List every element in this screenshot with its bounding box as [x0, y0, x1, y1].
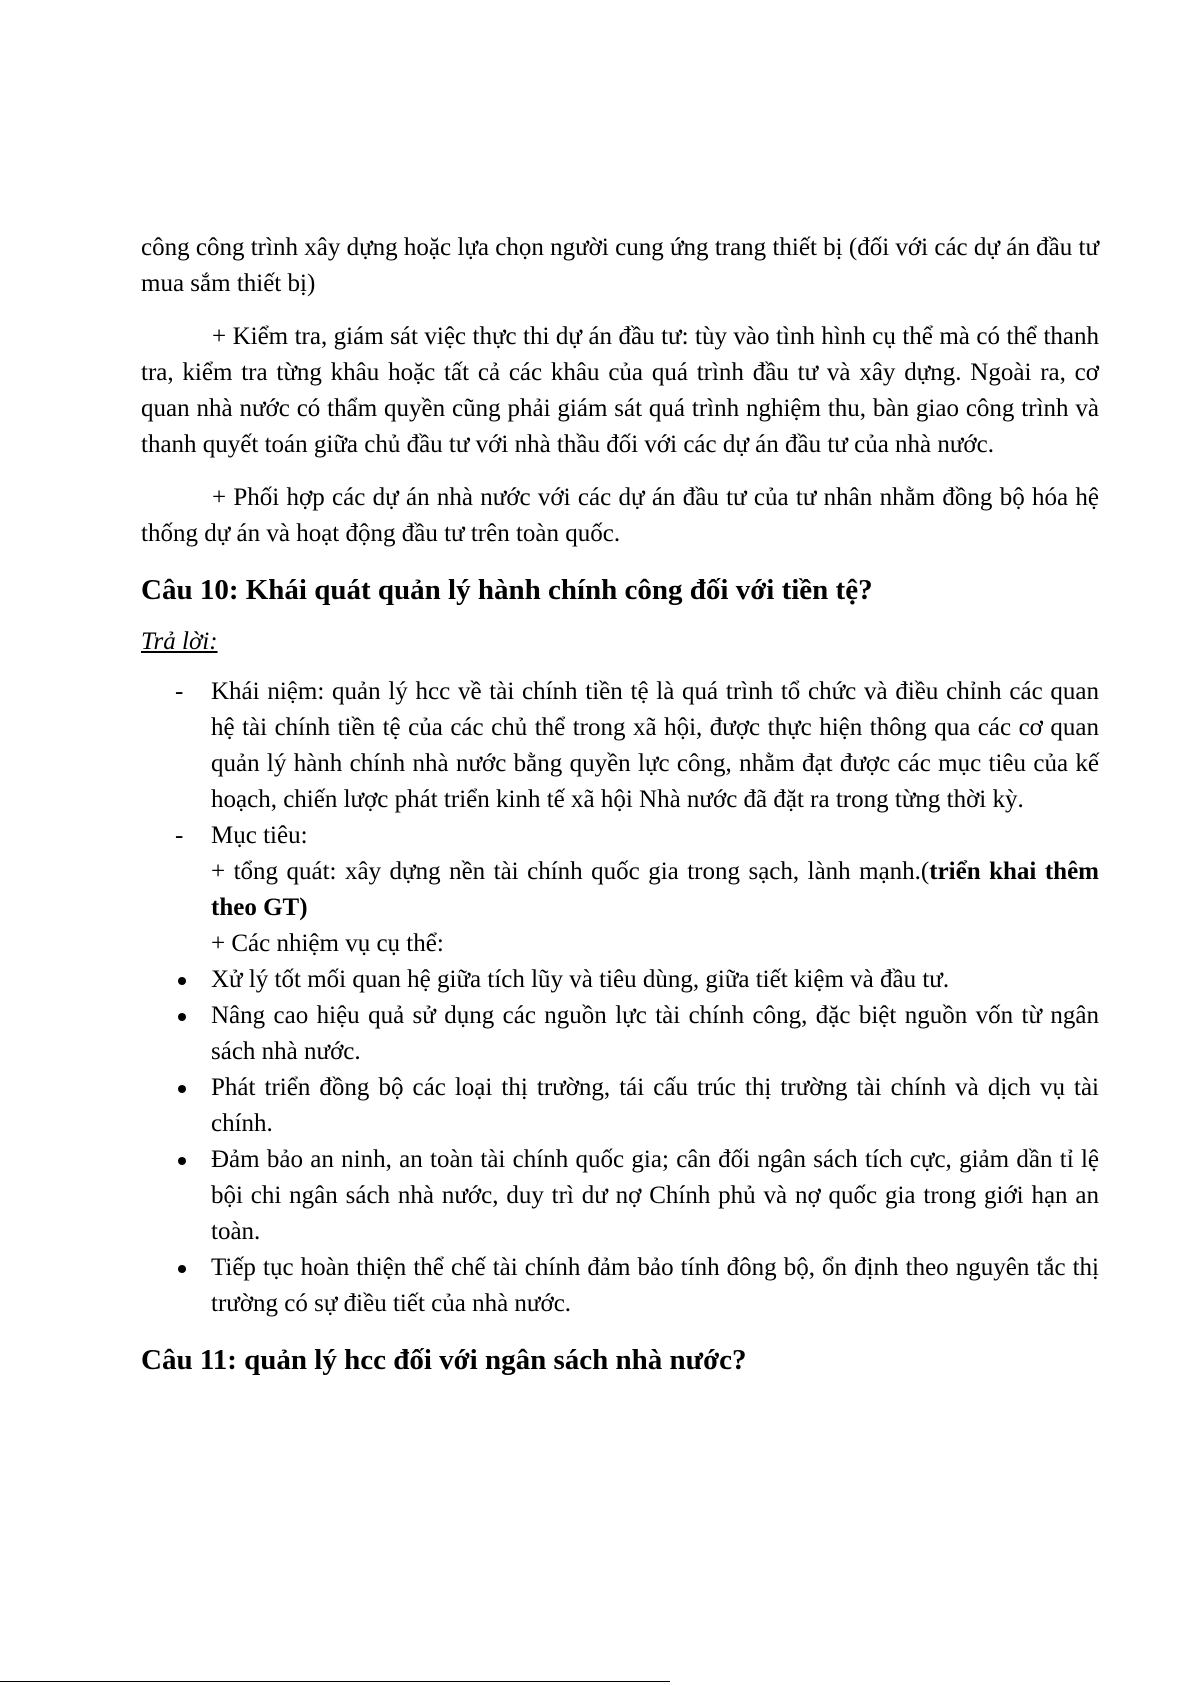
tasks-list	[141, 962, 1099, 1322]
concept-item	[141, 674, 1099, 818]
goals-label: Mục tiêu:	[211, 822, 308, 849]
general-goal	[211, 854, 1099, 926]
goals-item	[141, 818, 1099, 962]
bullet-icon	[178, 977, 186, 985]
question-10-heading: Câu 10: Khái quát quản lý hành chính công đối với tiền tệ?	[141, 574, 873, 606]
answer-list	[141, 674, 1099, 962]
task-text: Xử lý tốt mối quan hệ giữa tích lũy và tiêu dùng, giữa tiết kiệm và đầu tư.	[211, 966, 950, 993]
coordinate-item: + Phối hợp các dự án nhà nước với các dự án đầu tư của tư nhân nhằm đồng bộ hóa hệ thống dự án và hoạt động đầu tư trên toàn quốc.	[141, 484, 1099, 547]
question-11-heading: Câu 11: quản lý hcc đối với ngân sách nhà nước?	[141, 1344, 747, 1376]
general-goal-text: + tổng quát: xây dựng nền tài chính quốc gia trong sạch, lành mạnh.(	[211, 858, 930, 885]
tasks-label: + Các nhiệm vụ cụ thể:	[211, 930, 444, 957]
task-item	[141, 1250, 1099, 1322]
task-text: Tiếp tục hoàn thiện thể chế tài chính đảm bảo tính đông bộ, ổn định theo nguyên tắc thị trường có sự điều tiết của nhà nước.	[211, 1254, 1099, 1317]
task-item	[141, 998, 1099, 1070]
supervise-item: + Kiểm tra, giám sát việc thực thi dự án đầu tư: tùy vào tình hình cụ thể mà có thể thanh tra, kiểm tra từng khâu hoặc tất cả các khâu của quá trình đầu tư và xây dựng. Ngoài ra, cơ quan nhà nước có thẩm quyền cũng phải giám sát quá trình nghiệm thu, bàn giao công trình và thanh quyết toán giữa chủ đầu tư với nhà thầu đối với các dự án đầu tư của nhà nước.	[141, 323, 1099, 458]
task-item	[141, 962, 1099, 998]
answer-label: Trả lời:	[141, 628, 218, 655]
bullet-icon	[178, 1085, 186, 1093]
document-page	[141, 230, 1099, 1380]
bullet-icon	[178, 1013, 186, 1021]
task-text: Phát triển đồng bộ các loại thị trường, tái cấu trúc thị trường tài chính và dịch vụ tài chính.	[211, 1074, 1099, 1137]
task-item	[141, 1142, 1099, 1250]
bullet-icon	[178, 1157, 186, 1165]
general-goal-bold: triển khai thêm theo GT)	[211, 858, 1099, 921]
task-item	[141, 1070, 1099, 1142]
dash-marker: -	[175, 678, 184, 705]
dash-marker: -	[175, 822, 184, 849]
bullet-icon	[178, 1265, 186, 1273]
continued-paragraph: công công trình xây dựng hoặc lựa chọn người cung ứng trang thiết bị (đối với các dự án đầu tư mua sắm thiết bị)	[141, 234, 1099, 297]
page-footer-rule	[0, 1681, 670, 1682]
task-text: Nâng cao hiệu quả sử dụng các nguồn lực tài chính công, đặc biệt nguồn vốn từ ngân sách nhà nước.	[211, 1002, 1099, 1065]
concept-text: Khái niệm: quản lý hcc về tài chính tiền tệ là quá trình tổ chức và điều chỉnh các quan hệ tài chính tiền tệ của các chủ thể trong xã hội, được thực hiện thông qua các cơ quan quản lý hành chính nhà nước bằng quyền lực công, nhằm đạt được các mục tiêu của kế hoạch, chiến lược phát triển kinh tế xã hội Nhà nước đã đặt ra trong từng thời kỳ.	[211, 678, 1099, 813]
task-text: Đảm bảo an ninh, an toàn tài chính quốc gia; cân đối ngân sách tích cực, giảm dần tỉ lệ bội chi ngân sách nhà nước, duy trì dư nợ Chính phủ và nợ quốc gia trong giới hạn an toàn.	[211, 1146, 1099, 1245]
